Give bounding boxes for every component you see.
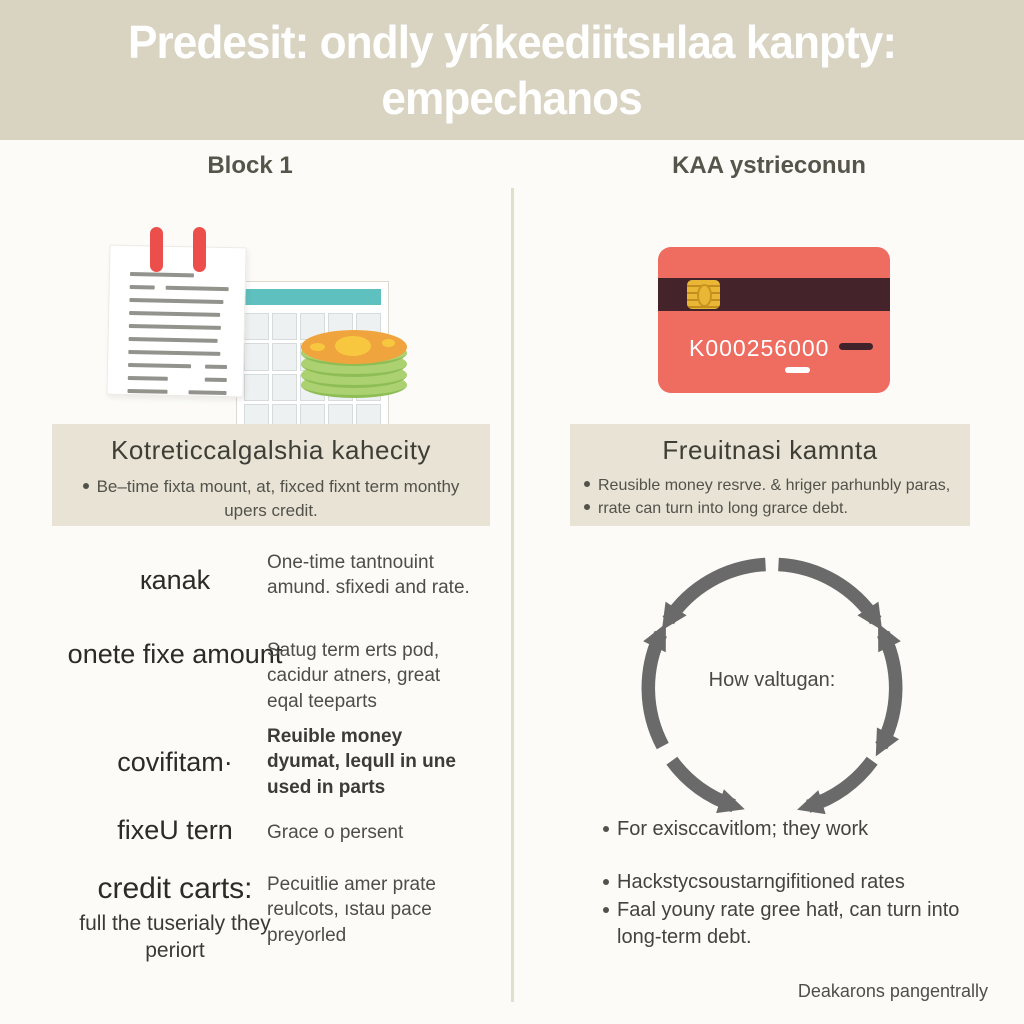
- row-label: covifitam·: [117, 747, 233, 777]
- column-divider: [511, 188, 514, 1002]
- document-text-line: [128, 350, 220, 356]
- footer-note: Deakarons pangentrally: [797, 981, 988, 1001]
- document-text-line: [128, 363, 227, 369]
- page-title-line-2: empechanos: [381, 72, 643, 124]
- row-label-sub: full the tuserialy they periort: [79, 911, 271, 962]
- list-item: [603, 897, 1008, 951]
- coin-glyph: [382, 339, 395, 347]
- summary-title-left: Kotreticcalgalshia kahecity: [111, 435, 431, 465]
- card-signature-dash: [839, 343, 873, 350]
- document-text-line: [129, 311, 220, 317]
- bullet-dot: [603, 879, 609, 885]
- summary-bullet-text: Be–time fixta mount, at, fixced fixnt term monthy upers credit.: [96, 477, 460, 521]
- card-chip-icon: [687, 280, 720, 309]
- document-text-line: [128, 376, 227, 382]
- card-number: K000256000: [689, 335, 830, 361]
- coin-glyph: [335, 336, 371, 356]
- row-label: [55, 870, 295, 964]
- list-item-text: Hackstycsoustarngifitioned rates: [617, 871, 905, 893]
- row-value: Grace o persent: [267, 822, 404, 843]
- document-text-line: [129, 324, 221, 330]
- document-icon: [106, 245, 246, 398]
- document-text-line: [127, 389, 226, 395]
- list-item-text: For exisccavitlom; they work: [617, 818, 869, 840]
- coins-icon: [301, 330, 407, 398]
- list-item-text: Faal youny rate gree hatł, can turn into long-term debt.: [617, 899, 960, 948]
- bullet-dot: [83, 483, 89, 489]
- row-label-main: credit carts:: [97, 872, 253, 905]
- header-band: [0, 0, 1024, 140]
- row-value: Reuible money dyumat, lequll in une used in parts: [267, 726, 456, 798]
- bullet-dot: [584, 504, 590, 510]
- summary-box-right: [570, 424, 970, 526]
- credit-card-icon: [658, 247, 890, 393]
- card-detail-dash: [785, 367, 810, 373]
- list-item: [603, 816, 1008, 843]
- cycle-label: How valtugan:: [708, 668, 836, 691]
- paperclip-icon: [193, 227, 206, 272]
- row-label: onete fixe amount: [67, 639, 283, 669]
- column-header-left: Block 1: [207, 152, 293, 179]
- summary-bullet: [570, 498, 970, 521]
- document-text-line: [129, 298, 223, 304]
- bullet-dot: [603, 826, 609, 832]
- summary-bullet: [570, 475, 970, 498]
- bullet-dot: [603, 907, 609, 913]
- summary-title-right: Freuitnasi kamnta: [662, 435, 878, 465]
- document-text-line: [130, 272, 194, 277]
- coin-glyph: [310, 343, 325, 351]
- calendar-header-bar: [244, 289, 381, 305]
- summary-box-left: [52, 424, 490, 526]
- column-header-right: KAA ystrieconun: [672, 152, 866, 179]
- summary-bullet-text: Reusible money resrve. & hriger parhunbly paras,: [598, 477, 951, 494]
- summary-bullet-text: rrate can turn into long grarce debt.: [598, 499, 848, 517]
- paperclip-icon: [150, 227, 163, 272]
- document-text-line: [130, 285, 229, 291]
- document-text-line: [129, 337, 218, 343]
- list-item: [603, 869, 1008, 896]
- row-value: Satug term erts pod, cacidur atners, great eqal teeparts: [267, 640, 441, 712]
- row-value: One-time tantnouint amund. sfixedi and rate.: [267, 552, 470, 599]
- coin-top-face: [301, 330, 407, 364]
- row-label: кanak: [139, 565, 211, 595]
- row-label: fixeU tern: [117, 815, 233, 845]
- bullet-dot: [584, 481, 590, 487]
- row-value: Pecuitlie amer prate reulcots, ıstau pace preyorled: [267, 874, 436, 946]
- page-title-line-1: Predesit: ondly yńkeediitsнlaa kanpty:: [127, 16, 897, 68]
- summary-bullet: [52, 475, 490, 523]
